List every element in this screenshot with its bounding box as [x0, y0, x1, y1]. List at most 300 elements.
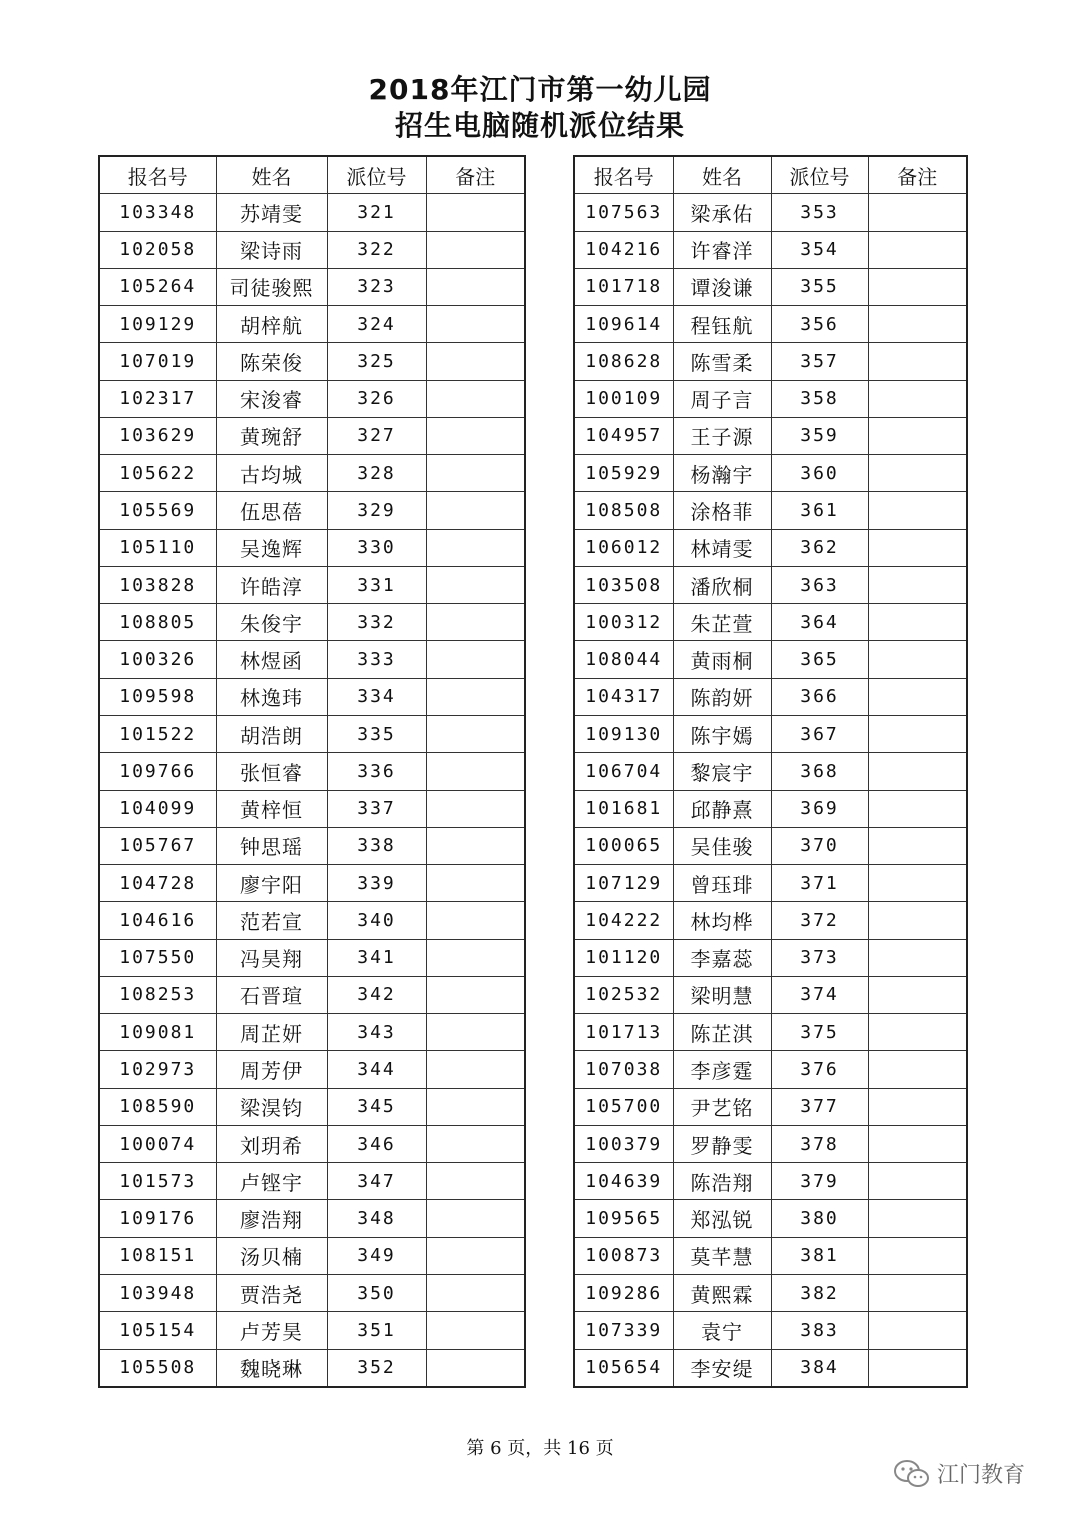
table-row [99, 1088, 525, 1125]
table-row [99, 529, 525, 566]
registration-no-cell: 106012 [574, 529, 673, 566]
table-row [99, 268, 525, 305]
table-row [574, 231, 967, 268]
remarks-cell [868, 827, 967, 864]
placement-no-cell: 372 [771, 902, 868, 939]
registration-no-cell: 105569 [99, 492, 216, 529]
remarks-cell [426, 417, 525, 454]
table-row [574, 1349, 967, 1387]
placement-no-cell: 330 [327, 529, 426, 566]
registration-no-cell: 103828 [99, 566, 216, 603]
remarks-cell [868, 939, 967, 976]
table-row [99, 753, 525, 790]
registration-no-cell: 100326 [99, 641, 216, 678]
remarks-cell [868, 1237, 967, 1274]
remarks-cell [426, 939, 525, 976]
registration-no-cell: 103629 [99, 417, 216, 454]
registration-no-cell: 108508 [574, 492, 673, 529]
name-cell: 周芷妍 [216, 1014, 327, 1051]
registration-no-cell: 107038 [574, 1051, 673, 1088]
placement-no-cell: 366 [771, 678, 868, 715]
table-row [99, 902, 525, 939]
remarks-cell [426, 343, 525, 380]
header-placement-no: 派位号 [771, 156, 868, 194]
table-row [99, 678, 525, 715]
name-cell: 林靖雯 [673, 529, 771, 566]
table-row [574, 380, 967, 417]
remarks-cell [426, 976, 525, 1013]
registration-no-cell: 108628 [574, 343, 673, 380]
table-row [99, 380, 525, 417]
remarks-cell [426, 566, 525, 603]
registration-no-cell: 101573 [99, 1163, 216, 1200]
table-row [99, 1163, 525, 1200]
placement-no-cell: 363 [771, 566, 868, 603]
table-row [99, 566, 525, 603]
name-cell: 苏靖雯 [216, 194, 327, 231]
registration-no-cell: 101522 [99, 715, 216, 752]
registration-no-cell: 105110 [99, 529, 216, 566]
registration-no-cell: 105654 [574, 1349, 673, 1387]
remarks-cell [868, 1200, 967, 1237]
remarks-cell [868, 343, 967, 380]
registration-no-cell: 105929 [574, 455, 673, 492]
registration-no-cell: 105508 [99, 1349, 216, 1387]
table-body-right [574, 194, 967, 1387]
table-row [574, 1200, 967, 1237]
header-remarks: 备注 [868, 156, 967, 194]
name-cell: 王子源 [673, 417, 771, 454]
placement-no-cell: 367 [771, 715, 868, 752]
registration-no-cell: 107129 [574, 865, 673, 902]
name-cell: 林逸玮 [216, 678, 327, 715]
registration-no-cell: 105700 [574, 1088, 673, 1125]
page-footer: 第 6 页，共 16 页 [466, 1438, 614, 1459]
remarks-cell [868, 1125, 967, 1162]
name-cell: 黄琬舒 [216, 417, 327, 454]
placement-no-cell: 354 [771, 231, 868, 268]
remarks-cell [426, 529, 525, 566]
placement-no-cell: 364 [771, 604, 868, 641]
name-cell: 范若宣 [216, 902, 327, 939]
table-row [574, 641, 967, 678]
remarks-cell [426, 1349, 525, 1387]
remarks-cell [426, 790, 525, 827]
name-cell: 黄雨桐 [673, 641, 771, 678]
registration-no-cell: 102058 [99, 231, 216, 268]
remarks-cell [868, 641, 967, 678]
watermark-text: 江门教育 [937, 1463, 1026, 1488]
name-cell: 陈荣俊 [216, 343, 327, 380]
remarks-cell [868, 604, 967, 641]
name-cell: 李安缇 [673, 1349, 771, 1387]
remarks-cell [868, 306, 967, 343]
remarks-cell [426, 1274, 525, 1311]
table-row [574, 1163, 967, 1200]
remarks-cell [868, 1312, 967, 1349]
registration-no-cell: 104639 [574, 1163, 673, 1200]
header-name: 姓名 [216, 156, 327, 194]
name-cell: 莫芊慧 [673, 1237, 771, 1274]
placement-no-cell: 381 [771, 1237, 868, 1274]
placement-no-cell: 382 [771, 1274, 868, 1311]
name-cell: 林煜函 [216, 641, 327, 678]
registration-no-cell: 105264 [99, 268, 216, 305]
table-row [574, 827, 967, 864]
registration-no-cell: 105154 [99, 1312, 216, 1349]
registration-no-cell: 101713 [574, 1014, 673, 1051]
remarks-cell [868, 492, 967, 529]
name-cell: 胡浩朗 [216, 715, 327, 752]
registration-no-cell: 107563 [574, 194, 673, 231]
name-cell: 陈芷淇 [673, 1014, 771, 1051]
registration-no-cell: 104728 [99, 865, 216, 902]
table-row [99, 976, 525, 1013]
remarks-cell [426, 604, 525, 641]
remarks-cell [868, 268, 967, 305]
placement-no-cell: 346 [327, 1125, 426, 1162]
table-row [99, 641, 525, 678]
placement-no-cell: 384 [771, 1349, 868, 1387]
placement-no-cell: 326 [327, 380, 426, 417]
placement-no-cell: 360 [771, 455, 868, 492]
registration-no-cell: 100065 [574, 827, 673, 864]
remarks-cell [426, 1088, 525, 1125]
table-row [574, 1051, 967, 1088]
name-cell: 周子言 [673, 380, 771, 417]
remarks-cell [426, 1014, 525, 1051]
placement-no-cell: 357 [771, 343, 868, 380]
name-cell: 郑泓锐 [673, 1200, 771, 1237]
registration-no-cell: 104957 [574, 417, 673, 454]
placement-no-cell: 331 [327, 566, 426, 603]
remarks-cell [868, 1274, 967, 1311]
table-row [574, 939, 967, 976]
registration-no-cell: 104317 [574, 678, 673, 715]
remarks-cell [426, 1237, 525, 1274]
table-row [99, 939, 525, 976]
registration-no-cell: 101718 [574, 268, 673, 305]
table-row [574, 753, 967, 790]
registration-no-cell: 103508 [574, 566, 673, 603]
registration-no-cell: 108805 [99, 604, 216, 641]
name-cell: 林均桦 [673, 902, 771, 939]
placement-no-cell: 355 [771, 268, 868, 305]
remarks-cell [868, 1349, 967, 1387]
placement-no-cell: 376 [771, 1051, 868, 1088]
name-cell: 吴逸辉 [216, 529, 327, 566]
placement-no-cell: 336 [327, 753, 426, 790]
name-cell: 卢芳昊 [216, 1312, 327, 1349]
placement-no-cell: 375 [771, 1014, 868, 1051]
remarks-cell [426, 641, 525, 678]
placement-no-cell: 348 [327, 1200, 426, 1237]
name-cell: 梁承佑 [673, 194, 771, 231]
placement-no-cell: 335 [327, 715, 426, 752]
header-name: 姓名 [673, 156, 771, 194]
placement-no-cell: 351 [327, 1312, 426, 1349]
placement-no-cell: 321 [327, 194, 426, 231]
remarks-cell [426, 306, 525, 343]
registration-no-cell: 104616 [99, 902, 216, 939]
registration-no-cell: 104222 [574, 902, 673, 939]
table-row [574, 1312, 967, 1349]
name-cell: 程钰航 [673, 306, 771, 343]
placement-no-cell: 368 [771, 753, 868, 790]
table-row [574, 865, 967, 902]
name-cell: 陈宇嫣 [673, 715, 771, 752]
registration-no-cell: 109565 [574, 1200, 673, 1237]
table-row [574, 455, 967, 492]
placement-no-cell: 362 [771, 529, 868, 566]
name-cell: 陈浩翔 [673, 1163, 771, 1200]
registration-no-cell: 109130 [574, 715, 673, 752]
name-cell: 袁宁 [673, 1312, 771, 1349]
table-row [99, 1125, 525, 1162]
page-title: 2018年江门市第一幼儿园 [368, 73, 712, 106]
placement-no-cell: 340 [327, 902, 426, 939]
placement-no-cell: 377 [771, 1088, 868, 1125]
registration-no-cell: 105767 [99, 827, 216, 864]
remarks-cell [868, 417, 967, 454]
remarks-cell [868, 194, 967, 231]
registration-no-cell: 108253 [99, 976, 216, 1013]
name-cell: 石晋瑄 [216, 976, 327, 1013]
table-row [99, 1200, 525, 1237]
name-cell: 伍思蓓 [216, 492, 327, 529]
name-cell: 刘玥希 [216, 1125, 327, 1162]
name-cell: 张恒睿 [216, 753, 327, 790]
remarks-cell [426, 678, 525, 715]
name-cell: 冯昊翔 [216, 939, 327, 976]
registration-no-cell: 100074 [99, 1125, 216, 1162]
placement-no-cell: 343 [327, 1014, 426, 1051]
remarks-cell [426, 1163, 525, 1200]
remarks-cell [868, 380, 967, 417]
placement-no-cell: 334 [327, 678, 426, 715]
table-row [99, 417, 525, 454]
registration-no-cell: 106704 [574, 753, 673, 790]
table-row [574, 1274, 967, 1311]
name-cell: 谭浚谦 [673, 268, 771, 305]
table-row [574, 417, 967, 454]
table-row [99, 194, 525, 231]
remarks-cell [426, 827, 525, 864]
placement-no-cell: 323 [327, 268, 426, 305]
table-row [574, 604, 967, 641]
name-cell: 贾浩尧 [216, 1274, 327, 1311]
placement-no-cell: 352 [327, 1349, 426, 1387]
placement-no-cell: 370 [771, 827, 868, 864]
placement-no-cell: 353 [771, 194, 868, 231]
wechat-icon [893, 1459, 931, 1489]
remarks-cell [868, 566, 967, 603]
name-cell: 邱静熹 [673, 790, 771, 827]
placement-no-cell: 373 [771, 939, 868, 976]
remarks-cell [426, 231, 525, 268]
registration-no-cell: 100379 [574, 1125, 673, 1162]
registration-no-cell: 109176 [99, 1200, 216, 1237]
name-cell: 胡梓航 [216, 306, 327, 343]
placement-no-cell: 325 [327, 343, 426, 380]
remarks-cell [426, 380, 525, 417]
placement-no-cell: 383 [771, 1312, 868, 1349]
registration-no-cell: 108151 [99, 1237, 216, 1274]
table-row [99, 343, 525, 380]
name-cell: 黄梓恒 [216, 790, 327, 827]
placement-no-cell: 339 [327, 865, 426, 902]
table-row [99, 1051, 525, 1088]
table-row [574, 492, 967, 529]
table-row [574, 678, 967, 715]
name-cell: 魏晓琳 [216, 1349, 327, 1387]
registration-no-cell: 109598 [99, 678, 216, 715]
remarks-cell [868, 1051, 967, 1088]
registration-no-cell: 107019 [99, 343, 216, 380]
table-row [99, 306, 525, 343]
table-row [574, 976, 967, 1013]
registration-no-cell: 109081 [99, 1014, 216, 1051]
table-row [574, 306, 967, 343]
header-registration-no: 报名号 [574, 156, 673, 194]
registration-no-cell: 100873 [574, 1237, 673, 1274]
registration-no-cell: 101681 [574, 790, 673, 827]
registration-no-cell: 109614 [574, 306, 673, 343]
table-row [574, 529, 967, 566]
table-row [99, 790, 525, 827]
remarks-cell [426, 1051, 525, 1088]
table-row [574, 566, 967, 603]
remarks-cell [426, 753, 525, 790]
placement-no-cell: 332 [327, 604, 426, 641]
name-cell: 廖宇阳 [216, 865, 327, 902]
placement-no-cell: 358 [771, 380, 868, 417]
registration-no-cell: 109286 [574, 1274, 673, 1311]
remarks-cell [868, 1163, 967, 1200]
table-row [574, 790, 967, 827]
remarks-cell [868, 865, 967, 902]
registration-no-cell: 102317 [99, 380, 216, 417]
name-cell: 罗静雯 [673, 1125, 771, 1162]
header-registration-no: 报名号 [99, 156, 216, 194]
name-cell: 钟思瑶 [216, 827, 327, 864]
remarks-cell [426, 268, 525, 305]
name-cell: 黎宸宇 [673, 753, 771, 790]
table-row [574, 1088, 967, 1125]
table-row [99, 1237, 525, 1274]
placement-no-cell: 374 [771, 976, 868, 1013]
name-cell: 陈雪柔 [673, 343, 771, 380]
name-cell: 潘欣桐 [673, 566, 771, 603]
name-cell: 梁明慧 [673, 976, 771, 1013]
name-cell: 李嘉蕊 [673, 939, 771, 976]
registration-no-cell: 108590 [99, 1088, 216, 1125]
table-row [574, 1014, 967, 1051]
header-remarks: 备注 [426, 156, 525, 194]
registration-no-cell: 107339 [574, 1312, 673, 1349]
registration-no-cell: 104099 [99, 790, 216, 827]
name-cell: 许皓淳 [216, 566, 327, 603]
placement-no-cell: 322 [327, 231, 426, 268]
table-header-row [99, 156, 525, 194]
registration-no-cell: 109766 [99, 753, 216, 790]
placement-no-cell: 369 [771, 790, 868, 827]
table-header-row [574, 156, 967, 194]
registration-no-cell: 107550 [99, 939, 216, 976]
registration-no-cell: 104216 [574, 231, 673, 268]
remarks-cell [868, 790, 967, 827]
placement-no-cell: 378 [771, 1125, 868, 1162]
placement-no-cell: 350 [327, 1274, 426, 1311]
registration-no-cell: 102532 [574, 976, 673, 1013]
placement-no-cell: 337 [327, 790, 426, 827]
name-cell: 曾珏琲 [673, 865, 771, 902]
name-cell: 古均城 [216, 455, 327, 492]
remarks-cell [868, 1088, 967, 1125]
table-row [574, 343, 967, 380]
registration-no-cell: 102973 [99, 1051, 216, 1088]
table-row [99, 231, 525, 268]
name-cell: 汤贝楠 [216, 1237, 327, 1274]
placement-no-cell: 342 [327, 976, 426, 1013]
placement-no-cell: 333 [327, 641, 426, 678]
registration-no-cell: 103948 [99, 1274, 216, 1311]
remarks-cell [426, 865, 525, 902]
name-cell: 陈韵妍 [673, 678, 771, 715]
registration-no-cell: 103348 [99, 194, 216, 231]
table-row [99, 1014, 525, 1051]
name-cell: 尹艺铭 [673, 1088, 771, 1125]
name-cell: 司徒骏熙 [216, 268, 327, 305]
name-cell: 李彦霆 [673, 1051, 771, 1088]
placement-no-cell: 344 [327, 1051, 426, 1088]
registration-no-cell: 100109 [574, 380, 673, 417]
placement-no-cell: 328 [327, 455, 426, 492]
table-row [574, 194, 967, 231]
placement-no-cell: 371 [771, 865, 868, 902]
remarks-cell [868, 753, 967, 790]
results-table-right [573, 155, 968, 1388]
name-cell: 周芳伊 [216, 1051, 327, 1088]
placement-no-cell: 324 [327, 306, 426, 343]
registration-no-cell: 105622 [99, 455, 216, 492]
remarks-cell [868, 976, 967, 1013]
placement-no-cell: 380 [771, 1200, 868, 1237]
remarks-cell [868, 1014, 967, 1051]
remarks-cell [868, 678, 967, 715]
table-row [99, 455, 525, 492]
remarks-cell [868, 529, 967, 566]
table-row [99, 1312, 525, 1349]
name-cell: 朱芷萱 [673, 604, 771, 641]
table-row [574, 1237, 967, 1274]
table-row [574, 268, 967, 305]
placement-no-cell: 356 [771, 306, 868, 343]
placement-no-cell: 349 [327, 1237, 426, 1274]
placement-no-cell: 341 [327, 939, 426, 976]
remarks-cell [426, 1312, 525, 1349]
remarks-cell [868, 231, 967, 268]
table-row [574, 1125, 967, 1162]
remarks-cell [868, 455, 967, 492]
placement-no-cell: 345 [327, 1088, 426, 1125]
results-table-left [98, 155, 526, 1388]
name-cell: 杨瀚宇 [673, 455, 771, 492]
registration-no-cell: 100312 [574, 604, 673, 641]
remarks-cell [868, 902, 967, 939]
remarks-cell [426, 194, 525, 231]
table-row [574, 715, 967, 752]
